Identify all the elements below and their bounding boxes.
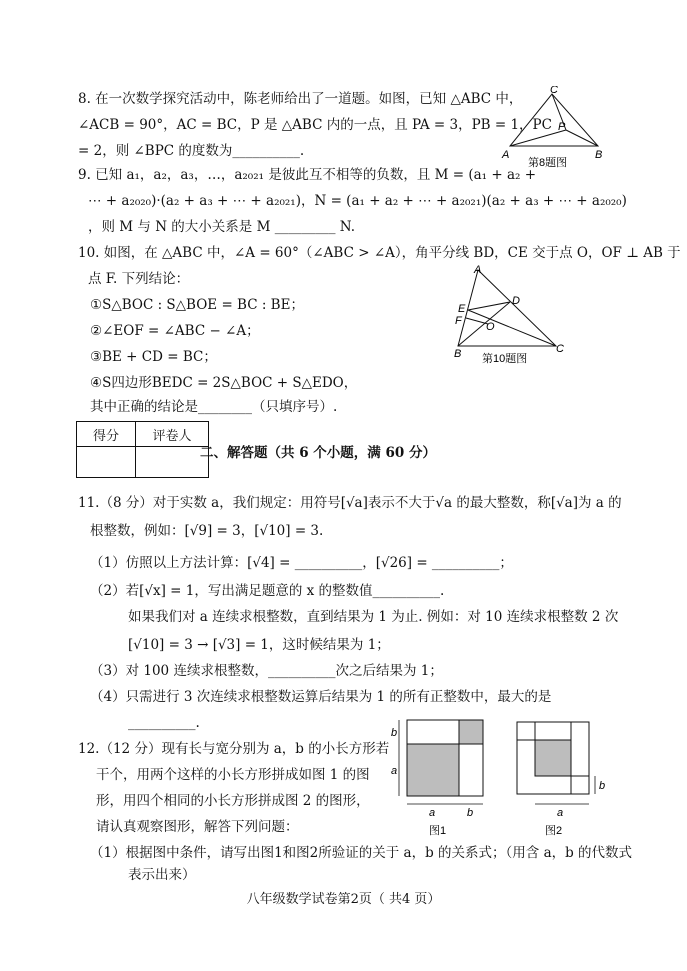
q10-conclusion-3: ③BE + CD = BC； xyxy=(90,349,217,365)
q12-part-1-cont: 表示出来） xyxy=(128,867,196,883)
q12-line-3: 形，用四个相同的小长方形拼成图 2 的图形， xyxy=(96,793,370,809)
q12-fig2-label-a-bottom: a xyxy=(557,807,564,819)
q10-line-2: 点 F. 下列结论： xyxy=(88,271,190,287)
q8-segment-pb xyxy=(566,130,598,146)
q12-figure-1 xyxy=(399,720,483,804)
q12-fig1-label-b-bottom: b xyxy=(467,807,474,819)
q12-part-1: （1）根据图中条件，请写出图1和图2所验证的关于 a，b 的关系式；（用含 a，b 的代数式 xyxy=(90,845,633,861)
q11-part-2-example: [√10] = 3 → [√3] = 1，这时候结果为 1； xyxy=(128,637,390,653)
q8-line-3: = 2，则 ∠BPC 的度数为__________. xyxy=(78,143,305,159)
q12-figure-2 xyxy=(517,722,595,804)
q9-line-1: 9. 已知 a₁，a₂，a₃，…，a₂₀₂₁ 是彼此互不相等的负数，且 M = (a₁ + a₂ + xyxy=(78,167,537,183)
q12-fig1-label-a-bottom: a xyxy=(429,807,436,819)
grader-header: 评卷人 xyxy=(136,422,209,447)
q8-triangle-abc xyxy=(510,94,598,146)
q10-label-d: D xyxy=(512,295,520,307)
q10-triangle-abc xyxy=(458,270,556,346)
q10-label-b: B xyxy=(454,348,462,360)
q10-line-1: 10. 如图，在 △ABC 中，∠A = 60°（∠ABC > ∠A），角平分线 BD，CE 交于点 O，OF ⊥ AB 于 xyxy=(78,245,681,261)
q12-figures xyxy=(385,716,617,842)
q10-figure-caption: 第10题图 xyxy=(482,353,528,365)
q10-figure xyxy=(448,262,578,370)
q10-segment-of xyxy=(466,318,488,324)
q9-line-3: ，则 M 与 N 的大小关系是 M _________ N. xyxy=(88,219,355,235)
q10-conclusion-2: ②∠EOF = ∠ABC − ∠A； xyxy=(90,323,260,339)
q12-fig1-label-b-left: b xyxy=(391,727,398,739)
page-footer: 八年级数学试卷第2页（ 共4 页） xyxy=(246,892,441,907)
q8-figure xyxy=(500,86,610,174)
score-header: 得分 xyxy=(77,422,136,447)
q8-label-p: P xyxy=(558,121,566,133)
q12-fig1-label-a-left: a xyxy=(391,765,398,777)
q11-part-1: （1）仿照以上方法计算：[√4] = __________，[√26] = __________； xyxy=(90,555,513,571)
q10-conclusion-1: ①S△BOC : S△BOE = BC : BE； xyxy=(90,297,304,313)
q10-label-e: E xyxy=(458,303,466,315)
q12-line-4: 请认真观察图形，解答下列问题： xyxy=(96,819,299,835)
q12-figure-1-caption: 图1 xyxy=(429,825,447,837)
q10-label-o: O xyxy=(486,321,495,333)
q10-label-a: A xyxy=(474,264,482,276)
q10-label-f: F xyxy=(455,315,462,327)
grader-cell xyxy=(136,447,209,478)
section-2-title: 二、解答题（共 6 个小题，满 60 分） xyxy=(200,445,436,461)
q8-label-a: A xyxy=(502,149,510,161)
q12-fig2-label-b-right: b xyxy=(599,780,606,792)
q8-line-2: ∠ACB = 90°，AC = BC，P 是 △ABC 内的一点，且 PA = 3，PB = 1，PC xyxy=(78,117,552,133)
q11-part-3: （3）对 100 连续求根整数，__________次之后结果为 1； xyxy=(90,663,443,679)
q10-bisector-ce xyxy=(468,310,556,346)
q10-conclusion-4: ④S四边形BEDC = 2S△BOC + S△EDO， xyxy=(90,375,358,391)
score-cell xyxy=(77,447,136,478)
q12-line-1: 12.（12 分）现有长与宽分别为 a，b 的小长方形若 xyxy=(78,741,390,757)
q12-line-2: 干个，用两个这样的小长方形拼成如图 1 的图 xyxy=(96,767,370,783)
q11-part-2-note: 如果我们对 a 连续求根整数，直到结果为 1 为止. 例如：对 10 连续求根整数 2 次 xyxy=(128,609,619,625)
q11-part-2: （2）若[√x] = 1，写出满足题意的 x 的整数值__________. xyxy=(90,583,445,599)
q11-line-2: 根整数，例如：[√9] = 3，[√10] = 3. xyxy=(90,523,324,539)
q8-label-c: C xyxy=(550,86,558,96)
q11-part-4-blank: __________. xyxy=(128,715,200,731)
q10-label-c: C xyxy=(556,343,564,355)
q10-answer-line: 其中正确的结论是________（只填序号）. xyxy=(90,399,338,415)
q12-figure-2-caption: 图2 xyxy=(545,825,563,837)
q8-line-1: 8. 在一次数学探究活动中，陈老师给出了一道题。如图，已知 △ABC 中， xyxy=(78,91,523,107)
score-box xyxy=(76,421,209,478)
q11-part-4: （4）只需进行 3 次连续求根整数运算后结果为 1 的所有正整数中，最大的是 xyxy=(90,689,552,705)
q10-segment-ed xyxy=(468,302,510,310)
q8-figure-caption: 第8题图 xyxy=(528,157,568,169)
q9-line-2: ⋯ + a₂₀₂₀)·(a₂ + a₃ + ⋯ + a₂₀₂₁)，N = (a₁ + a₂ + ⋯ + a₂₀₂₁)(a₂ + a₃ + ⋯ + a₂₀₂₀) xyxy=(88,193,627,209)
q8-label-b: B xyxy=(595,149,603,161)
q11-line-1: 11.（8 分）对于实数 a，我们规定：用符号[√a]表示不大于√a 的最大整数，称[√a]为 a 的 xyxy=(78,495,622,511)
